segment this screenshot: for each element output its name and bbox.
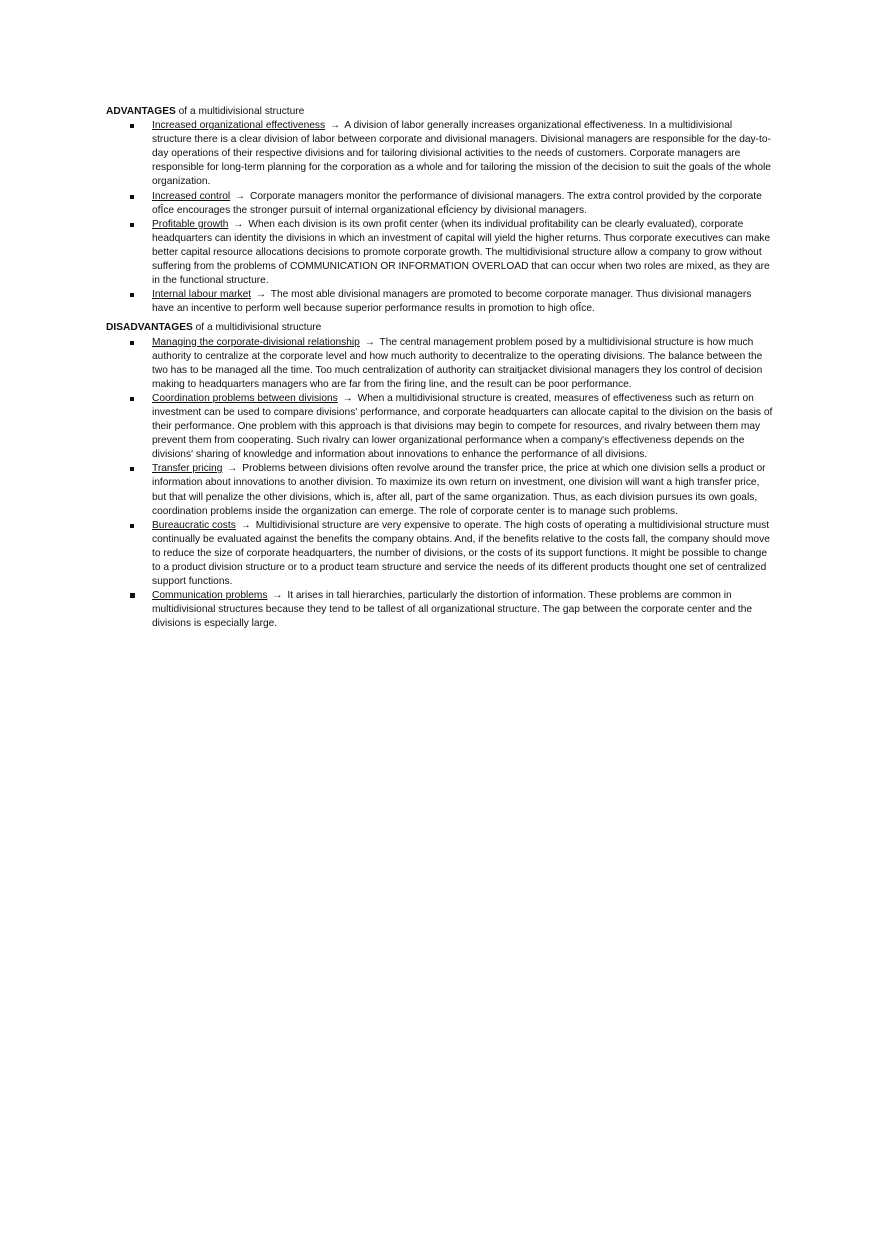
item-term: Increased organizational effectiveness — [152, 120, 326, 132]
item-term: Managing the corporate-divisional relationship — [152, 336, 360, 348]
arrow-icon: → — [364, 336, 375, 348]
arrow-icon: → — [272, 590, 283, 602]
arrow-icon: → — [235, 190, 246, 202]
item-text: The most able divisional managers are promoted to become corporate manager. Thus divisional managers have an incentive to perform well because superior performance results in promotion to high ofÎce. — [152, 289, 752, 315]
heading-bold: DISADVANTAGES — [106, 322, 193, 334]
disadvantages-list — [106, 336, 774, 632]
heading-rest: of a multidivisional structure — [192, 322, 322, 334]
document-body — [106, 105, 774, 631]
arrow-icon: → — [329, 120, 341, 132]
square-bullet-icon — [130, 293, 134, 297]
advantages-heading — [106, 105, 774, 119]
list-item — [152, 589, 774, 631]
item-text: A division of labor generally increases organizational effectiveness. In a multidivisional structure there is a clear division of labor between corporate and divisional managers. Divisional managers are responsible for the day-to-day operations of their respective divisions and for tailoring divisional activities to the needs of customers. Corporate managers are responsible for long-term planning for the corporation as a whole and for tailoring the mission of the decision to suit the goals of the whole organization. — [152, 120, 771, 188]
list-item — [152, 336, 774, 392]
item-term: Coordination problems between divisions — [152, 392, 338, 404]
item-text: Multidivisional structure are very expensive to operate. The high costs of operating a multidivisional structure must continually be evaluated against the benefits the company obtains. And, if the benefits relative to the costs fall, the company should move to reduce the size of corporate headquarters, the number of divisions, or the costs of its support functions. It might be possible to change to a product division structure or to a product team structure and service the needs of its different products thought one set of centralized support functions. — [152, 519, 770, 588]
advantages-section — [106, 105, 774, 316]
square-bullet-icon — [130, 124, 134, 128]
item-term: Increased control — [152, 190, 231, 202]
square-bullet-icon — [130, 223, 134, 227]
item-text: It arises in tall hierarchies, particularly the distortion of information. These problems are common in multidivisional structures because they tend to be tallest of all organizational structure. The gap between the corporate center and the divisions is especially large. — [152, 590, 753, 630]
heading-rest: of a multidivisional structure — [175, 106, 305, 117]
square-bullet-icon — [130, 593, 135, 598]
square-bullet-icon — [130, 341, 134, 345]
list-item — [152, 218, 774, 288]
list-item — [152, 519, 774, 589]
item-text: Corporate managers monitor the performance of divisional managers. The extra control provided by the corporate ofÎce encourages the stronger pursuit of internal organizational efÎciency by divisional managers. — [152, 190, 762, 216]
item-term: Profitable growth — [152, 218, 229, 230]
arrow-icon: → — [255, 289, 267, 301]
list-item — [152, 190, 774, 218]
item-term: Communication problems — [152, 590, 268, 602]
item-term: Transfer pricing — [152, 463, 223, 475]
item-text: When a multidivisional structure is created, measures of effectiveness such as return on investment can be used to compare divisions' performance, and corporate headquarters can allocate capital to the division on the basis of their performance. One problem with this approach is that divisions may begin to compete for resources, and rivalry between them may prevent them from cooperating. Such rivalry can lower organizational performance when a company's effectiveness depends on the divisions' sharing of knowledge and information about innovations to enhance the performance of all divisions. — [152, 392, 773, 461]
heading-bold: ADVANTAGES — [106, 106, 176, 117]
square-bullet-icon — [130, 467, 134, 471]
square-bullet-icon — [130, 397, 134, 401]
item-text: When each division is its own profit center (when its individual profitability can be clearly evaluated), corporate headquarters can identity the divisions in which an investment of capital will yield the higher returns. Thus corporate executives can make better capital resource allocations decisions to promote corporate growth. The multidivisional structure allow a company to grow without suffering from the problems of COMMUNICATION OR INFORMATION OVERLOAD that can occur when two roles are mixed, as they are in the functional structure. — [152, 218, 771, 287]
item-text: Problems between divisions often revolve around the transfer price, the price at which one division sells a product or information about innovations to another division. To maximize its own return on investment, one division will want a high transfer price, but that will penalize the other divisions, which is, after all, part of the same organization. Thus, as each division pursues its own goals, coordination problems inside the organization can emerge. The role of corporate center is to manage such problems. — [152, 463, 766, 517]
arrow-icon: → — [227, 463, 238, 475]
list-item — [152, 392, 774, 462]
item-term: Bureaucratic costs — [152, 519, 236, 531]
square-bullet-icon — [130, 195, 134, 199]
disadvantages-section — [106, 321, 774, 631]
list-item — [152, 119, 774, 189]
disadvantages-heading — [106, 321, 774, 335]
arrow-icon: → — [240, 519, 251, 531]
item-term: Internal labour market — [152, 289, 252, 301]
item-text: The central management problem posed by a multidivisional structure is how much authority to centralize at the corporate level and how much authority to decentralize to the operating divisions. The balance between the two has to be managed all the time. Too much centralization of authority can straitjacket divisional managers they los control of decision making to headquarters managers who are far from the firing line, and the result can be poor performance. — [152, 336, 763, 390]
list-item — [152, 462, 774, 518]
advantages-list — [106, 119, 774, 316]
square-bullet-icon — [130, 524, 134, 528]
list-item — [152, 288, 774, 316]
arrow-icon: → — [342, 392, 353, 404]
arrow-icon: → — [233, 218, 244, 230]
